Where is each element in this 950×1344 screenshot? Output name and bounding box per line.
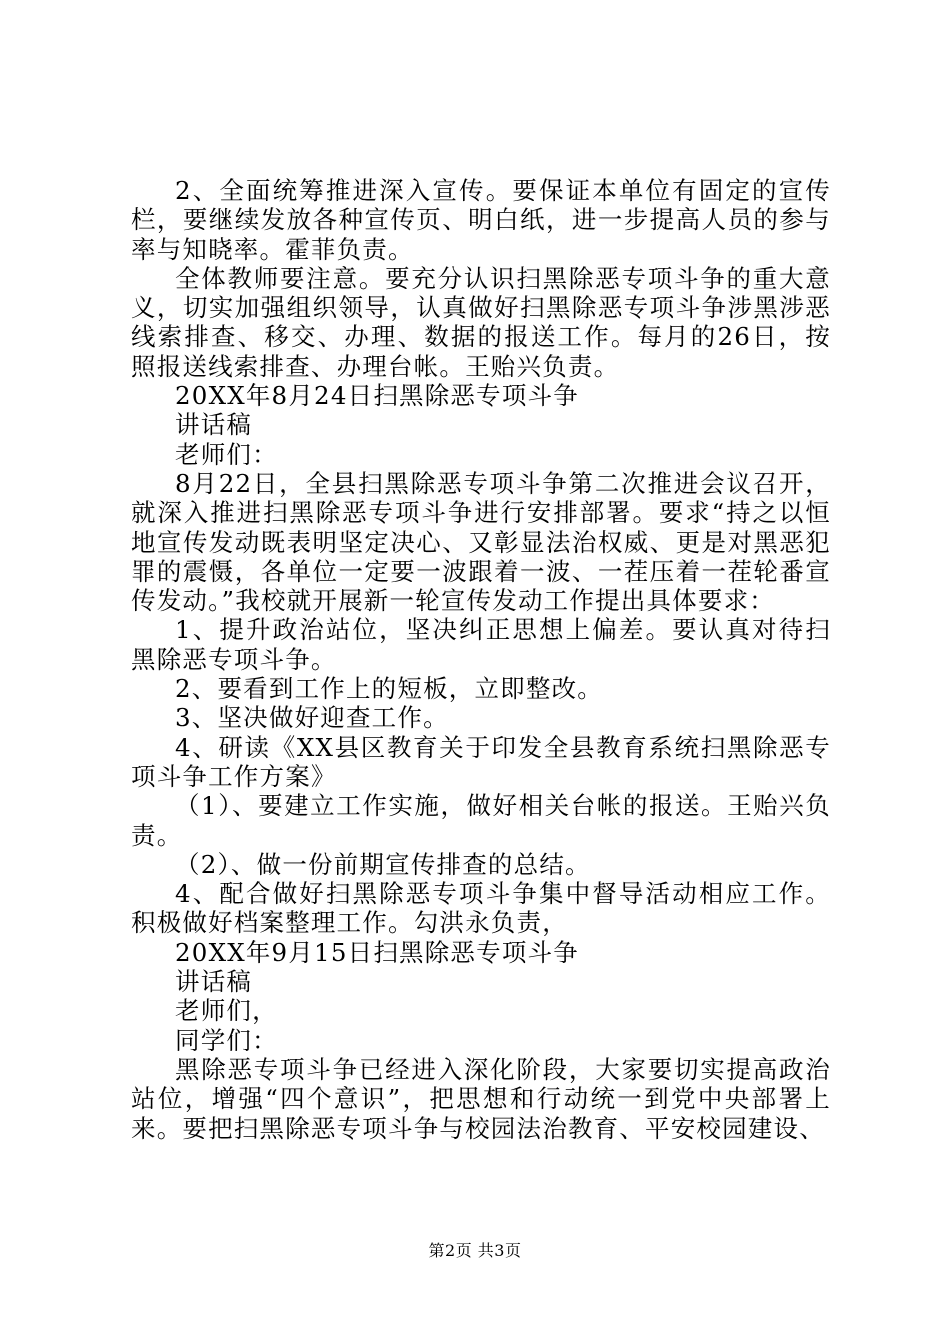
paragraph-subitem-1: （1）、要建立工作实施，做好相关台帐的报送。王贻兴负责。: [131, 791, 831, 850]
heading-date-sep-15: 20XX年9月15日扫黑除恶专项斗争: [175, 937, 579, 967]
paragraph-item-1: 1、提升政治站位，坚决纠正思想上偏差。要认真对待扫黑除恶专项斗争。: [131, 615, 831, 674]
salutation-students: 同学们：: [175, 1025, 278, 1055]
heading-speech-1: 讲话稿: [175, 410, 253, 440]
paragraph-subitem-2: （2）、做一份前期宣传排查的总结。: [175, 849, 591, 879]
heading-speech-2: 讲话稿: [175, 967, 253, 997]
paragraph-teachers-notice: 全体教师要注意。要充分认识扫黑除恶专项斗争的重大意义，切实加强组织领导，认真做好扫黑除恶专项斗争涉黑涉恶线索排查、移交、办理、数据的报送工作。每月的26日，按照报送线索排查、办理台帐。王贻兴负责。: [131, 263, 831, 381]
paragraph-item-2: 2、要看到工作上的短板，立即整改。: [175, 674, 603, 704]
paragraph-deepening: 黑除恶专项斗争已经进入深化阶段，大家要切实提高政治站位，增强“四个意识”，把思想和行动统一到党中央部署上来。要把扫黑除恶专项斗争与校园法治教育、平安校园建设、: [131, 1054, 831, 1143]
document-body: [131, 176, 831, 1143]
salutation-teachers-2: 老师们，: [175, 996, 278, 1026]
paragraph-publicity: 2、全面统筹推进深入宣传。要保证本单位有固定的宣传栏，要继续发放各种宣传页、明白纸，进一步提高人员的参与率与知晓率。霍菲负责。: [131, 176, 831, 264]
page-number-footer: 第2页 共3页: [428, 1241, 522, 1260]
paragraph-item-4: 4、研读《XX县区教育关于印发全县教育系统扫黑除恶专项斗争工作方案》: [131, 732, 831, 791]
salutation-teachers-1: 老师们：: [175, 439, 278, 469]
paragraph-meeting: 8月22日，全县扫黑除恶专项斗争第二次推进会议召开，就深入推进扫黑除恶专项斗争进行安排部署。要求“持之以恒地宣传发动既表明坚定决心、又彰显法治权威、更是对黑恶犯罪的震慑，各单位一定要一波跟着一波、一茬压着一茬轮番宣传发动。”我校就开展新一轮宣传发动工作提出具体要求：: [131, 468, 831, 616]
paragraph-item-4b: 4、配合做好扫黑除恶专项斗争集中督导活动相应工作。积极做好档案整理工作。勾洪永负责，: [131, 879, 831, 938]
paragraph-item-3: 3、坚决做好迎查工作。: [175, 703, 449, 733]
heading-date-aug-24: 20XX年8月24日扫黑除恶专项斗争: [175, 381, 579, 411]
